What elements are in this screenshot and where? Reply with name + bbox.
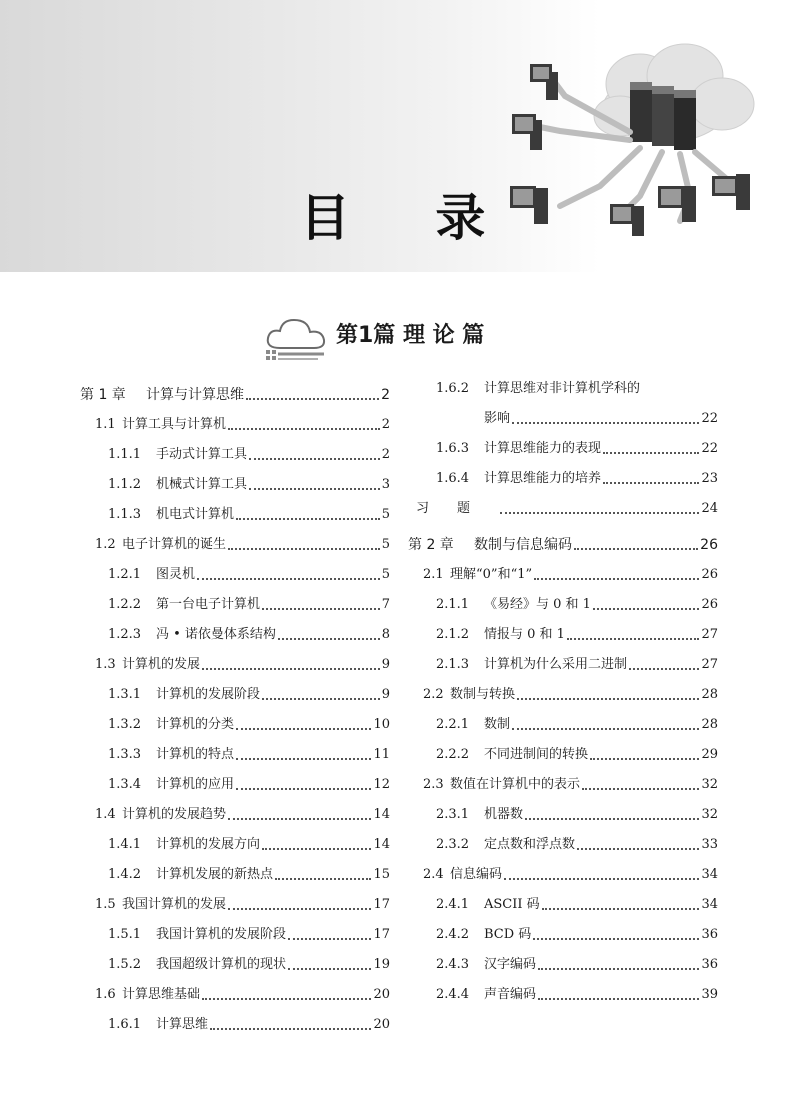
toc-page-number: 10: [373, 717, 390, 732]
toc-leader-dots: [590, 758, 699, 760]
toc-entry[interactable]: [80, 824, 390, 854]
toc-entry[interactable]: [408, 974, 718, 1004]
toc-entry-number: 2.1: [423, 567, 444, 582]
toc-page-number: 20: [373, 1017, 390, 1032]
toc-entry-title: 计算机的发展趋势: [122, 807, 227, 822]
toc-leader-dots: [262, 848, 371, 850]
toc-page-number: 8: [381, 627, 390, 642]
toc-entry-number: 2.3.1: [436, 807, 470, 822]
toc-leader-dots: [202, 668, 380, 670]
toc-entry-title: 电子计算机的诞生: [122, 537, 227, 552]
toc-entry-title: 图灵机: [156, 567, 196, 582]
toc-entry-title: 计算机的分类: [156, 717, 235, 732]
toc-entry[interactable]: [408, 398, 718, 428]
toc-leader-dots: [246, 398, 379, 400]
toc-entry-number: 2.2.1: [436, 717, 470, 732]
toc-entry-title: 我国计算机的发展阶段: [156, 927, 287, 942]
toc-entry-title: 声音编码: [484, 987, 537, 1002]
toc-entry-title: 第一台电子计算机: [156, 597, 261, 612]
toc-leader-dots: [288, 938, 371, 940]
toc-entry-title: 计算思维能力的培养: [484, 471, 602, 486]
toc-page-number: 2: [381, 417, 390, 432]
toc-entry-number: 1.5.2: [108, 957, 142, 972]
toc-entry-number: 1.2.3: [108, 627, 142, 642]
toc-entry[interactable]: [408, 824, 718, 854]
toc-page-number: 17: [373, 927, 390, 942]
toc-column-right: [408, 368, 718, 1004]
toc-entry[interactable]: [80, 584, 390, 614]
toc-leader-dots: [236, 758, 371, 760]
cloud-network-illustration: [490, 36, 780, 246]
toc-page-number: 33: [701, 837, 718, 852]
toc-leader-dots: [288, 968, 371, 970]
toc-page-number: 27: [701, 657, 718, 672]
toc-entry[interactable]: [80, 944, 390, 974]
toc-leader-dots: [603, 452, 699, 454]
toc-chapter-entry[interactable]: [80, 368, 390, 404]
toc-page-number: 19: [373, 957, 390, 972]
toc-page-number: 28: [701, 687, 718, 702]
toc-entry-title: 不同进制间的转换: [484, 747, 589, 762]
toc-entry[interactable]: [80, 434, 390, 464]
toc-page-number: 26: [701, 567, 718, 582]
toc-entry-number: 1.3: [95, 657, 116, 672]
toc-entry-number: 1.6.2: [436, 381, 470, 396]
toc-entry[interactable]: [408, 458, 718, 488]
toc-column-left: [80, 368, 390, 1034]
toc-entry-number: 1.4: [95, 807, 116, 822]
toc-leader-dots: [629, 668, 699, 670]
toc-entry-number: 1.6.3: [436, 441, 470, 456]
cloud-icon: [258, 312, 332, 362]
toc-entry-title: 机械式计算工具: [156, 477, 248, 492]
toc-page-number: 7: [381, 597, 390, 612]
toc-entry-title: 计算思维: [156, 1017, 209, 1032]
toc-entry-number: 1.1: [95, 417, 116, 432]
toc-entry-number: 1.4.1: [108, 837, 142, 852]
toc-page-number: 28: [701, 717, 718, 732]
toc-entry-number: 2.4.2: [436, 927, 470, 942]
toc-entry[interactable]: [408, 944, 718, 974]
toc-entry[interactable]: [80, 1004, 390, 1034]
toc-leader-dots: [603, 482, 699, 484]
toc-entry-title: 计算机发展的新热点: [156, 867, 274, 882]
toc-entry[interactable]: [80, 524, 390, 554]
toc-entry-title: 手动式计算工具: [156, 447, 248, 462]
toc-entry-title: 冯 • 诺依曼体系结构: [156, 627, 276, 642]
toc-entry-title: 计算机的应用: [156, 777, 235, 792]
toc-entry-number: 1.5: [95, 897, 116, 912]
toc-page-number: 11: [373, 747, 390, 762]
toc-page-number: 14: [373, 807, 390, 822]
toc-page-number: 29: [701, 747, 718, 762]
toc-entry-title: 计算机的发展: [122, 657, 201, 672]
toc-page-number: 23: [701, 471, 718, 486]
toc-leader-dots: [525, 818, 699, 820]
toc-entry-number: 1.3.1: [108, 687, 142, 702]
toc-leader-dots: [512, 728, 699, 730]
toc-page-number: 2: [381, 387, 390, 403]
toc-entry-title: 计算思维对非计算机学科的: [484, 381, 641, 396]
toc-entry-title: 信息编码: [450, 867, 503, 882]
toc-entry-title: 数制与转换: [450, 687, 516, 702]
toc-page-number: 22: [701, 411, 718, 426]
toc-entry[interactable]: [80, 494, 390, 524]
toc-entry-number: 2.4.3: [436, 957, 470, 972]
toc-entry-title: 计算机的发展阶段: [156, 687, 261, 702]
toc-page-number: 15: [373, 867, 390, 882]
toc-entry-title: 计算机为什么采用二进制: [484, 657, 628, 672]
toc-leader-dots: [202, 998, 371, 1000]
toc-page-number: 14: [373, 837, 390, 852]
toc-leader-dots: [236, 788, 371, 790]
toc-entry[interactable]: [408, 644, 718, 674]
toc-entry-number: 2.1.2: [436, 627, 470, 642]
toc-entry[interactable]: [408, 554, 718, 584]
toc-entry-number: 2.4.4: [436, 987, 470, 1002]
part-heading: [258, 312, 558, 364]
toc-leader-dots: [249, 458, 380, 460]
toc-page-number: 5: [381, 567, 390, 582]
toc-page-number: 9: [381, 687, 390, 702]
toc-page-number: 24: [701, 501, 718, 516]
toc-entry-title: 计算思维能力的表现: [484, 441, 602, 456]
toc-entry-number: 2.3: [423, 777, 444, 792]
toc-entry[interactable]: [80, 794, 390, 824]
toc-page-number: 36: [701, 957, 718, 972]
toc-leader-dots: [500, 512, 699, 514]
toc-entry-title: 情报与 0 和 1: [484, 627, 565, 642]
toc-entry-title: 影响: [484, 411, 511, 426]
toc-entry-title: 机电式计算机: [156, 507, 235, 522]
toc-page-number: 34: [701, 897, 718, 912]
toc-entry-number: 2.2.2: [436, 747, 470, 762]
toc-entry[interactable]: [408, 368, 718, 398]
toc-page-number: 39: [701, 987, 718, 1002]
toc-entry-number: 1.6.1: [108, 1017, 142, 1032]
toc-entry-number: 2.2: [423, 687, 444, 702]
toc-entry-title: 我国超级计算机的现状: [156, 957, 287, 972]
toc-leader-dots: [577, 848, 699, 850]
toc-entry[interactable]: [408, 764, 718, 794]
toc-leader-dots: [275, 878, 371, 880]
toc-entry-number: 第 2 章: [408, 537, 454, 553]
toc-leader-dots: [538, 998, 699, 1000]
toc-leader-dots: [517, 698, 699, 700]
toc-entry-title: 计算机的发展方向: [156, 837, 261, 852]
toc-entry-number: 1.2.1: [108, 567, 142, 582]
toc-page-number: 20: [373, 987, 390, 1002]
toc-entry[interactable]: [80, 674, 390, 704]
toc-entry[interactable]: [80, 404, 390, 434]
toc-entry-title: 计算思维基础: [122, 987, 201, 1002]
toc-entry-number: 1.6.4: [436, 471, 470, 486]
toc-entry-title: 定点数和浮点数: [484, 837, 576, 852]
toc-entry[interactable]: [80, 704, 390, 734]
toc-leader-dots: [534, 578, 699, 580]
toc-page-number: 32: [701, 807, 718, 822]
toc-entry-title: 理解“0”和“1”: [450, 567, 533, 582]
toc-entry[interactable]: [80, 854, 390, 884]
toc-page-number: 5: [381, 537, 390, 552]
toc-entry-number: 第 1 章: [80, 387, 126, 403]
toc-leader-dots: [197, 578, 380, 580]
toc-page-number: 9: [381, 657, 390, 672]
toc-leader-dots: [278, 638, 380, 640]
toc-entry-title: 机器数: [484, 807, 524, 822]
toc-entry-title: 习题: [416, 501, 499, 516]
toc-entry-number: 2.4.1: [436, 897, 470, 912]
toc-page-number: 36: [701, 927, 718, 942]
toc-leader-dots: [512, 422, 699, 424]
toc-entry-title: 数制与信息编码: [474, 537, 572, 553]
toc-entry[interactable]: [408, 794, 718, 824]
toc-page-number: 34: [701, 867, 718, 882]
toc-page-number: 27: [701, 627, 718, 642]
toc-entry[interactable]: [80, 974, 390, 1004]
toc-page-number: 3: [381, 477, 390, 492]
toc-entry[interactable]: [408, 914, 718, 944]
toc-entry[interactable]: [80, 734, 390, 764]
toc-leader-dots: [210, 1028, 371, 1030]
toc-entry[interactable]: [80, 764, 390, 794]
toc-leader-dots: [262, 698, 380, 700]
page-title: 目 录: [300, 189, 520, 247]
toc-entry-number: 1.1.1: [108, 447, 142, 462]
toc-entry-number: 1.2: [95, 537, 116, 552]
toc-leader-dots: [228, 908, 371, 910]
toc-entry-title: 《易经》与 0 和 1: [484, 597, 591, 612]
toc-leader-dots: [262, 608, 380, 610]
toc-entry[interactable]: [408, 884, 718, 914]
toc-leader-dots: [574, 548, 698, 550]
toc-entry[interactable]: [80, 884, 390, 914]
toc-entry-number: 1.3.3: [108, 747, 142, 762]
toc-entry[interactable]: [408, 704, 718, 734]
toc-entry[interactable]: [80, 914, 390, 944]
toc-entry-number: 2.3.2: [436, 837, 470, 852]
toc-entry[interactable]: [408, 674, 718, 704]
toc-leader-dots: [236, 518, 380, 520]
toc-leader-dots: [533, 938, 699, 940]
toc-entry-number: 1.1.2: [108, 477, 142, 492]
toc-entry-number: 1.1.3: [108, 507, 142, 522]
toc-entry-number: 2.4: [423, 867, 444, 882]
toc-chapter-entry[interactable]: [408, 518, 718, 554]
toc-page-number: 26: [701, 597, 718, 612]
toc-entry-title: 数值在计算机中的表示: [450, 777, 581, 792]
toc-entry-title: 数制: [484, 717, 511, 732]
toc-entry-number: 1.6: [95, 987, 116, 1002]
toc-entry[interactable]: [408, 488, 718, 518]
toc-page-number: 32: [701, 777, 718, 792]
toc-entry-title: BCD 码: [484, 927, 532, 942]
toc-leader-dots: [538, 968, 699, 970]
toc-entry-number: 2.1.1: [436, 597, 470, 612]
toc-entry-number: 1.5.1: [108, 927, 142, 942]
part-title: 第1篇 理 论 篇: [336, 323, 485, 348]
toc-entry[interactable]: [408, 854, 718, 884]
toc-leader-dots: [249, 488, 380, 490]
toc-leader-dots: [542, 908, 700, 910]
toc-entry-number: 1.3.2: [108, 717, 142, 732]
toc-entry-number: 1.2.2: [108, 597, 142, 612]
toc-leader-dots: [228, 428, 380, 430]
toc-leader-dots: [593, 608, 700, 610]
toc-page-number: 17: [373, 897, 390, 912]
toc-entry-title: 汉字编码: [484, 957, 537, 972]
toc-leader-dots: [582, 788, 699, 790]
toc-entry[interactable]: [80, 554, 390, 584]
toc-page-number: 22: [701, 441, 718, 456]
toc-leader-dots: [567, 638, 700, 640]
toc-page-number: 12: [373, 777, 390, 792]
toc-leader-dots: [228, 818, 371, 820]
toc-entry-title: ASCII 码: [484, 897, 540, 912]
toc-entry[interactable]: [408, 614, 718, 644]
toc-leader-dots: [228, 548, 380, 550]
toc-page-number: 5: [381, 507, 390, 522]
toc-entry[interactable]: [408, 584, 718, 614]
toc-entry-number: 1.3.4: [108, 777, 142, 792]
toc-leader-dots: [504, 878, 699, 880]
toc-entry-number: 1.4.2: [108, 867, 142, 882]
toc-entry-number: 2.1.3: [436, 657, 470, 672]
toc-page-number: 2: [381, 447, 390, 462]
toc-leader-dots: [236, 728, 371, 730]
toc-entry-title: 我国计算机的发展: [122, 897, 227, 912]
toc-entry[interactable]: [80, 644, 390, 674]
toc-entry[interactable]: [80, 614, 390, 644]
toc-entry-title: 计算与计算思维: [146, 387, 244, 403]
toc-entry[interactable]: [80, 464, 390, 494]
toc-entry-title: 计算工具与计算机: [122, 417, 227, 432]
toc-page-number: 26: [700, 537, 718, 553]
toc-entry[interactable]: [408, 428, 718, 458]
toc-entry-title: 计算机的特点: [156, 747, 235, 762]
toc-entry[interactable]: [408, 734, 718, 764]
